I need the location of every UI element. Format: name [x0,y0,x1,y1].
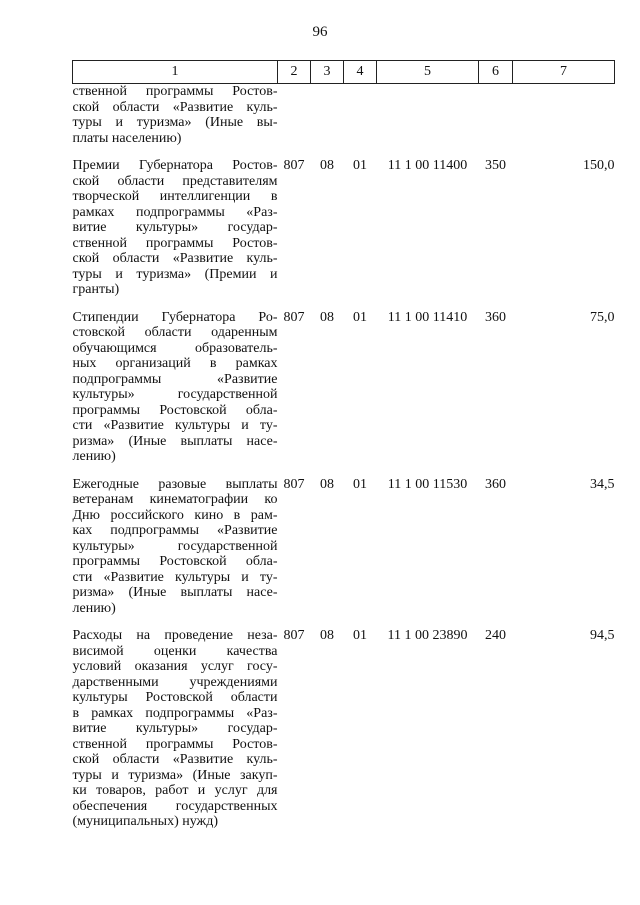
amount-value: 75,0 [590,309,615,325]
target-article-code: 11 1 00 23890 [387,628,468,643]
description-line: культуры Ростовской области [72,690,278,705]
target-article-code: 11 1 00 11400 [387,158,468,173]
description-line: ственной программы Ростов- [72,235,278,251]
description-line: Стипендии Губернатора Ро- [72,309,278,325]
description-line: ственной программы Ростов- [72,736,278,752]
budget-table [72,60,615,830]
description-line: культуры» государственной [72,387,278,402]
description-line: лению) [72,449,116,464]
description-line: гранты) [72,282,120,297]
row-spacer-cell [73,616,615,628]
expense-type-code: 360 [485,309,506,325]
description-line: ки товаров, работ и услуг для [72,783,278,798]
row-spacer-cell [73,298,615,310]
description-line: в рамках подпрограммы «Раз- [72,705,278,721]
subsection-code: 01 [353,628,367,643]
description-line: рамках подпрограммы «Раз- [72,204,278,220]
description-line: платы населению) [72,130,182,146]
row-spacer [73,465,615,477]
description-line: программы Ростовской обла- [72,554,278,569]
subsection-code [344,84,377,147]
description-line: ризма» (Иные выплаты насе- [72,585,278,600]
table-row [73,477,615,617]
description-line: подпрограммы «Развитие [72,371,278,387]
description-line: туры и туризма» (Иные вы- [72,115,278,130]
expense-type-code: 240 [485,628,506,643]
ministry-code: 807 [283,309,305,325]
description-line: ской области «Развитие куль- [72,752,278,767]
amount-value: 34,5 [590,476,615,492]
amount-value [513,84,615,147]
table-row [73,84,615,147]
section-code: 08 [320,476,334,492]
amount-value: 94,5 [590,628,615,643]
target-article-code: 11 1 00 11410 [387,309,468,325]
ministry-code [278,84,311,147]
header-col-6: 6 [479,61,513,84]
subsection-code: 01 [353,158,367,173]
description-line: витие культуры» государ- [72,721,278,736]
description-line: лению) [72,600,116,616]
description-line: дарственными учреждениями [72,674,278,690]
description-line: сти «Развитие культуры и ту- [72,569,278,585]
description-line: ской области «Развитие куль- [72,99,278,115]
row-spacer [73,616,615,628]
ministry-code: 807 [283,476,305,492]
subsection-code: 01 [353,476,367,492]
row-spacer [73,298,615,310]
description-line: обучающимся образователь- [72,340,278,356]
row-spacer [73,146,615,158]
description-line: ветеранам кинематографии ко [72,492,278,507]
description-line: культуры» государственной [72,538,278,554]
header-col-5: 5 [377,61,479,84]
table-row [73,158,615,298]
description-line: творческой интеллигенции в [72,189,278,204]
description-line: витие культуры» государ- [72,220,278,235]
header-col-7: 7 [513,61,615,84]
description-line: туры и туризма» (Премии и [72,266,278,282]
description-line: ризма» (Иные выплаты насе- [72,433,278,449]
ministry-code: 807 [283,628,305,643]
header-col-2: 2 [278,61,311,84]
target-article-code: 11 1 00 11530 [387,476,468,492]
section-code: 08 [320,309,334,325]
description-line: ской области представителям [72,173,278,189]
description-line: Ежегодные разовые выплаты [72,476,278,492]
description-line: ственной программы Ростов- [72,84,278,99]
ministry-code: 807 [283,158,305,173]
description-line: Премии Губернатора Ростов- [72,158,278,173]
table-body [73,84,615,830]
expense-type-code [479,84,513,147]
description-line: условий оказания услуг госу- [72,659,278,674]
row-description [73,84,278,147]
subsection-code: 01 [353,309,367,325]
description-line: сти «Развитие культуры и ту- [72,418,278,433]
header-col-3: 3 [311,61,344,84]
description-line: ской области «Развитие куль- [72,251,278,266]
row-description [73,628,278,830]
expense-type-code: 350 [485,158,506,173]
table-row [73,310,615,465]
row-description [73,158,278,298]
description-line: висимой оценки качества [72,643,278,659]
section-code: 08 [320,628,334,643]
row-description [73,477,278,617]
description-line: ках подпрограммы «Развитие [72,523,278,538]
amount-value: 150,0 [583,158,615,173]
header-col-1: 1 [73,61,278,84]
description-line: ных организаций в рамках [72,356,278,371]
row-spacer-cell [73,465,615,477]
row-description [73,310,278,465]
description-line: обеспечения государственных [72,798,278,814]
description-line: Расходы на проведение неза- [72,628,278,643]
description-line: (муниципальных) нужд) [72,814,219,829]
description-line: программы Ростовской обла- [72,402,278,418]
description-line: туры и туризма» (Иные закуп- [72,767,278,783]
description-line: Дню российского кино в рам- [72,507,278,523]
page-number: 96 [312,24,328,40]
table-header-row [73,61,615,84]
expense-type-code: 360 [485,476,506,492]
header-col-4: 4 [344,61,377,84]
section-code [311,84,344,147]
target-article-code [377,84,479,147]
description-line: стовской области одаренным [72,325,278,340]
table-row [73,628,615,830]
row-spacer-cell [73,146,615,158]
section-code: 08 [320,158,334,173]
